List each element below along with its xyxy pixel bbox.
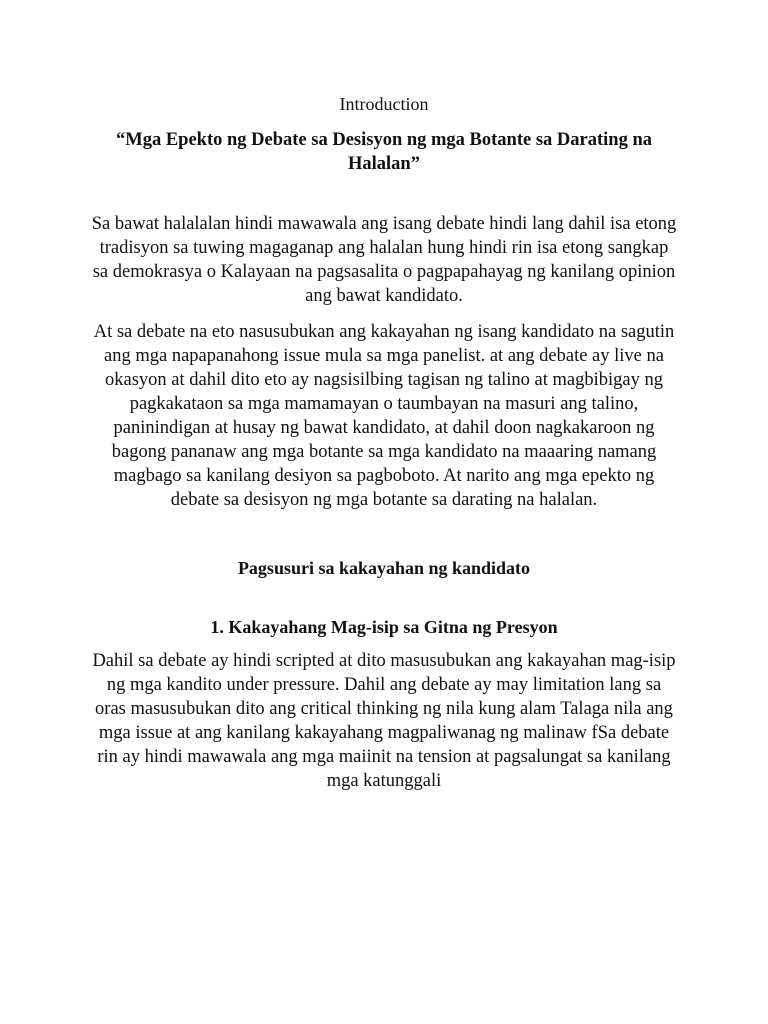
paragraph-pressure: Dahil sa debate ay hindi scripted at dito masusubukan ang kakayahan mag-isip ng mga kandito under pressure. Dahil ang debate ay may limitation lang sa oras masusubukan dito ang critical thinking ng nila kung alam Talaga nila ang mga issue at ang kanilang kakayahang magpaliwanag ng malinaw fSa debate rin ay hindi mawawala ang mga maiinit na tension at pagsalungat sa kanilang mga katunggali <box>92 651 676 791</box>
paragraph-debate-context: At sa debate na eto nasusubukan ang kakayahan ng isang kandidato na sagutin ang mga napapanahong issue mula sa mga panelist. at ang debate ay live na okasyon at dahil dito eto ay nagsisilbing tagisan ng talino at magbibigay ng pagkakataon sa mga mamamayan o taumbayan na masuri ang talino, paninindigan at husay ng bawat kandidato, at dahil doon nagkakaroon ng bagong pananaw ang mga botante sa mga kandidato na maaaring namang magbago sa kanilang desiyon sa pagboboto. At narito ang mga epekto ng debate sa desisyon ng mga botante sa darating na halalan. <box>93 322 675 510</box>
sub-heading-pressure: 1. Kakayahang Mag-isip sa Gitna ng Presyon <box>210 617 558 637</box>
document-body <box>90 92 678 805</box>
paragraph-intro: Sa bawat halalalan hindi mawawala ang isang debate hindi lang dahil isa etong tradisyon sa tuwing magaganap ang halalan hung hindi rin isa etong sangkap sa demokrasya o Kalayaan na pagsasalita o pagpapahayag ng kanilang opinion ang bawat kandidato. <box>91 214 677 306</box>
section-heading: Pagsusuri sa kakayahan ng kandidato <box>237 558 531 578</box>
document-title: “Mga Epekto ng Debate sa Desisyon ng mga Botante sa Darating na Halalan” <box>115 130 652 174</box>
intro-label: Introduction <box>339 94 429 114</box>
